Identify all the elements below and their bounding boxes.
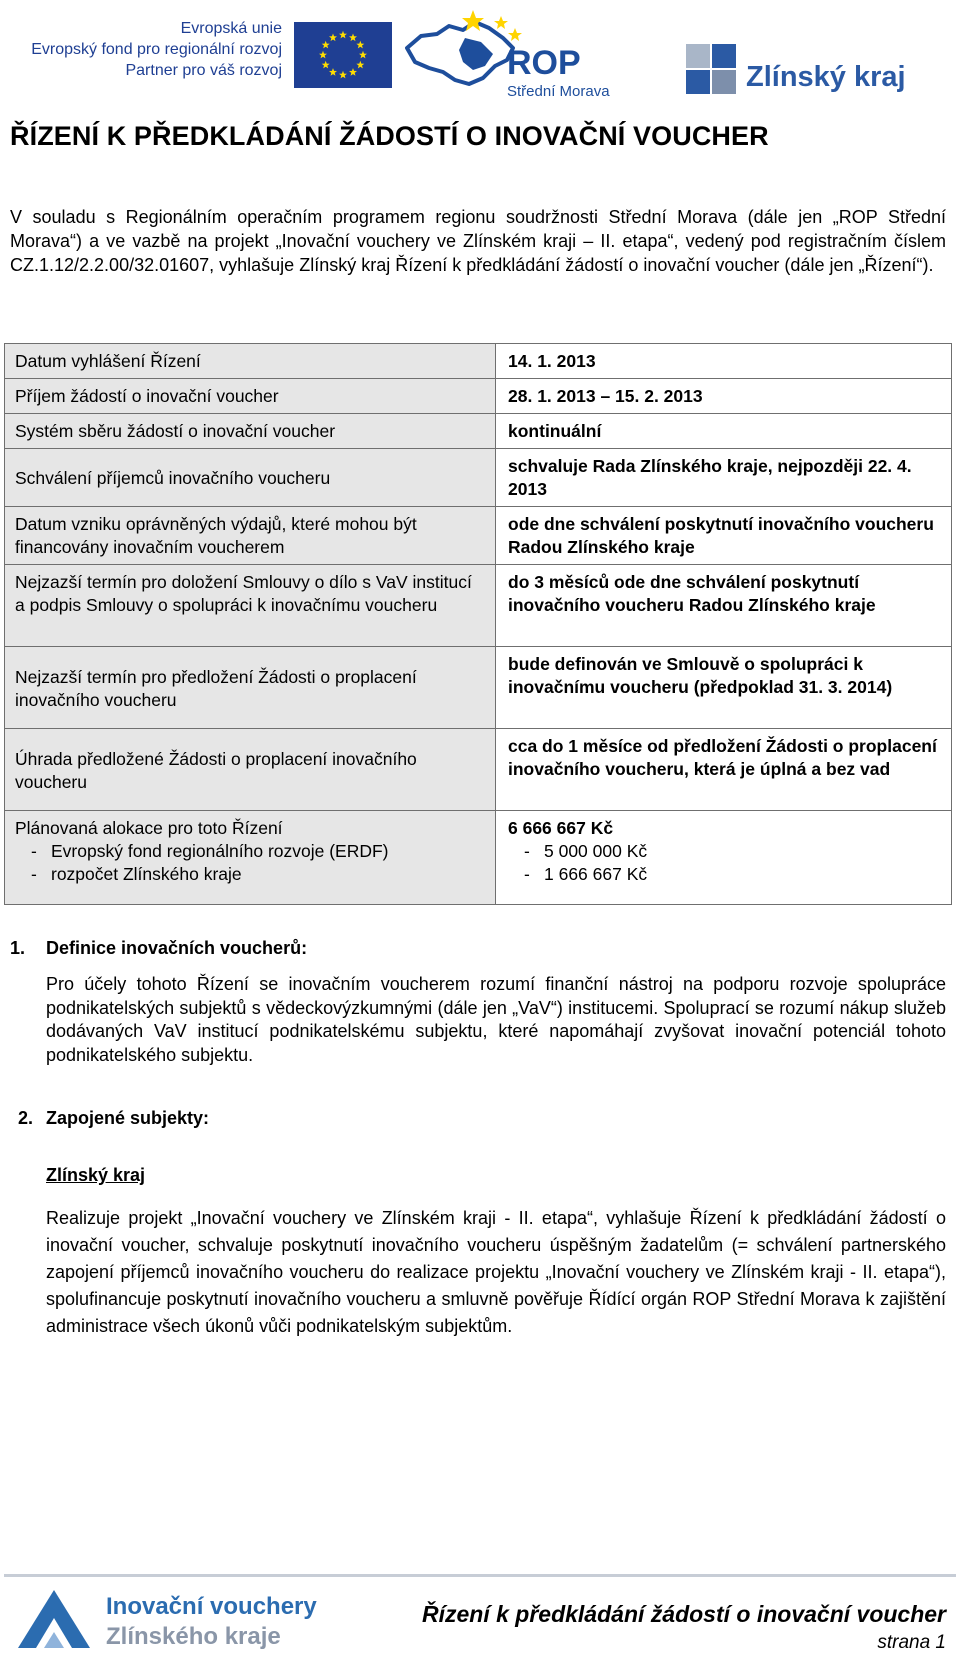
eu-line-2: Evropský fond pro regionální rozvoj: [31, 41, 282, 58]
info-table: [4, 343, 952, 905]
row-value: schvaluje Rada Zlínského kraje, nejpozději 22. 4. 2013: [496, 449, 952, 507]
document-title: ŘÍZENÍ K PŘEDKLÁDÁNÍ ŽÁDOSTÍ O INOVAČNÍ VOUCHER: [10, 121, 769, 151]
row-label: Nejzazší termín pro doložení Smlouvy o dílo s VaV institucí a podpis Smlouvy o spolupráci k inovačnímu voucheru: [5, 565, 496, 647]
row-label: Systém sběru žádostí o inovační voucher: [5, 414, 496, 449]
footer-logo-line1: Inovační vouchery: [106, 1593, 317, 1620]
row-label: Datum vyhlášení Řízení: [5, 344, 496, 379]
intro-paragraph: V souladu s Regionálním operačním programem regionu soudržnosti Střední Morava (dále jen „ROP Střední Morava“) a ve vazbě na projekt „Inovační vouchery ve Zlínském kraji – II. etapa“, vedený pod registračním číslem CZ.1.12/2.2.00/32.01607, vyhlašuje Zlínský kraj Řízení k předkládání žádostí o inovační voucher (dále jen „Řízení“).: [10, 207, 946, 275]
list-item: - 5 000 000 Kč: [544, 840, 941, 863]
zlin-region-logo: [686, 44, 946, 102]
allocation-sub-values: [508, 840, 941, 886]
list-item: - Evropský fond regionálního rozvoje (ERDF): [51, 840, 485, 863]
section-2-subheading: Zlínský kraj: [46, 1165, 146, 1185]
footer-divider: [4, 1574, 956, 1577]
section-title: Definice inovačních voucherů:: [46, 938, 308, 958]
eu-line-1: Evropská unie: [180, 20, 282, 37]
row-value: ode dne schválení poskytnutí inovačního voucheru Radou Zlínského kraje: [496, 507, 952, 565]
row-label: Úhrada předložené Žádosti o proplacení inovačního voucheru: [5, 729, 496, 811]
table-row: [5, 507, 952, 565]
row-value: cca do 1 měsíce od předložení Žádosti o proplacení inovačního voucheru, která je úplná a bez vad: [496, 729, 952, 811]
footer-logo-line2: Zlínského kraje: [106, 1623, 281, 1650]
allocation-sub-labels: [15, 840, 485, 886]
table-row: [5, 811, 952, 905]
footer-title: Řízení k předkládání žádostí o inovační voucher: [421, 1601, 946, 1627]
zlin-logo-text: Zlínský kraj: [746, 61, 906, 93]
eu-line-3: Partner pro váš rozvoj: [125, 62, 282, 79]
list-item: - rozpočet Zlínského kraje: [51, 863, 485, 886]
rop-logo-sub: Střední Morava: [507, 83, 610, 100]
table-row: [5, 379, 952, 414]
table-row: [5, 414, 952, 449]
table-row: [5, 344, 952, 379]
allocation-label-cell: [5, 811, 496, 905]
table-row: [5, 565, 952, 647]
section-2-heading: [18, 1108, 209, 1129]
allocation-total: 6 666 667 Kč: [508, 818, 614, 838]
row-value: do 3 měsíců ode dne schválení poskytnutí inovačního voucheru Radou Zlínského kraje: [496, 565, 952, 647]
row-label: Nejzazší termín pro předložení Žádosti o proplacení inovačního voucheru: [5, 647, 496, 729]
innovation-vouchers-logo: [14, 1586, 324, 1652]
row-value: 28. 1. 2013 – 15. 2. 2013: [496, 379, 952, 414]
allocation-label: Plánovaná alokace pro toto Řízení: [15, 818, 283, 838]
table-row: [5, 647, 952, 729]
section-2-paragraph: Realizuje projekt „Inovační vouchery ve Zlínském kraji - II. etapa“, vyhlašuje Řízení k předkládání žádostí o inovační voucher, schvaluje poskytnutí inovačního voucheru úspěšným žadatelům (= schválení partnerského zapojení příjemců inovačního voucheru do realizace projektu „Inovační vouchery ve Zlínském kraji - II. etapa“), spolufinancuje poskytnutí inovačního voucheru a smluvně pověřuje Řídící orgán ROP Střední Morava k zajištění administrace všech úkonů vůči podnikatelským subjektům.: [46, 1208, 946, 1336]
row-value: bude definován ve Smlouvě o spolupráci k inovačnímu voucheru (předpoklad 31. 3. 2014): [496, 647, 952, 729]
rop-logo: [403, 8, 625, 104]
section-title: Zapojené subjekty:: [46, 1108, 210, 1128]
section-number: 1.: [10, 938, 26, 958]
row-value: kontinuální: [496, 414, 952, 449]
section-1-paragraph: Pro účely tohoto Řízení se inovačním voucherem rozumí finanční nástroj na podporu rozvoje spolupráce podnikatelských subjektů s vědeckovýzkumnými (dále jen „VaV“) institucemi. Spoluprací se rozumí nákup služeb dodávaných VaV institucí podnikatelskému subjektu, které napomáhají zvyšovat inovační potenciál tohoto podnikatelského subjektu.: [46, 974, 946, 1065]
row-label: Datum vzniku oprávněných výdajů, které mohou být financovány inovačním voucherem: [5, 507, 496, 565]
row-label: Příjem žádostí o inovační voucher: [5, 379, 496, 414]
rop-logo-main: ROP: [507, 44, 581, 82]
table-row: [5, 729, 952, 811]
eu-flag-icon: [294, 22, 392, 88]
list-item: - 1 666 667 Kč: [544, 863, 941, 886]
table-row: [5, 449, 952, 507]
section-1-heading: [10, 938, 307, 959]
eu-logo-text: [10, 18, 282, 81]
section-number: 2.: [18, 1108, 34, 1128]
row-value: 14. 1. 2013: [496, 344, 952, 379]
allocation-value-cell: [496, 811, 952, 905]
row-label: Schválení příjemců inovačního voucheru: [5, 449, 496, 507]
page-number: strana 1: [877, 1632, 946, 1653]
